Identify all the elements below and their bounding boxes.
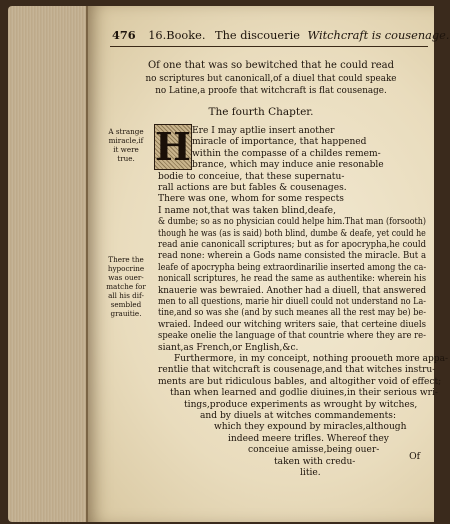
- initial-letter: H: [155, 124, 191, 169]
- text-line: litie.: [300, 468, 321, 478]
- marginal-note-line: true.: [117, 154, 135, 163]
- marginal-note-line: miracle,if: [108, 136, 144, 145]
- text-line: read none: wherein a Gods name consisted the miracle. But a: [158, 251, 427, 262]
- text-line: ments are but ridiculous bables, and altogither void of effect;: [158, 376, 442, 387]
- text-line: which they expound by miracles,although: [214, 422, 407, 433]
- text-line: I name not,that was taken blind,deafe,: [158, 205, 336, 216]
- chapter-heading: The fourth Chapter.: [208, 106, 314, 118]
- summary-line: no scriptures but canonicall,of a diuel that could speake: [145, 73, 397, 84]
- page-edges: [8, 6, 88, 522]
- text-line: Ere I may aptlie insert another: [192, 126, 335, 136]
- text-line: read anie canonicall scriptures; but as for apocrypha,he could: [158, 240, 427, 250]
- text-line: nonicall scriptures, he read the same as authentike: wherein his: [158, 274, 427, 285]
- running-header: [112, 28, 450, 42]
- text-line: There was one, whom for some respects: [158, 194, 344, 205]
- text-line: tings,produce experiments as wrought by witches,: [184, 399, 418, 410]
- text-line: though he was (as is said) both blind, dumbe & deafe, yet could he: [158, 228, 426, 239]
- text-line: knauerie was bewraied. Another had a diuell, that answered: [158, 285, 427, 296]
- book-page: [86, 6, 450, 522]
- marginal-note: [98, 255, 154, 318]
- header-rule: [110, 46, 428, 47]
- marginal-note-line: hypocrine: [107, 264, 145, 273]
- text-line: taken with credu-: [274, 456, 356, 467]
- marginal-note-line: it were: [113, 145, 139, 154]
- text-line: wraied. Indeed our witching writers saie, that certeine diuels: [158, 319, 426, 330]
- catchword: Of: [409, 451, 420, 462]
- marginal-note-line: grauitie.: [110, 309, 142, 318]
- marginal-note-line: matche for: [106, 282, 146, 291]
- summary-line: no Latine,a proofe that witchcraft is flat cousenage.: [155, 86, 387, 96]
- running-title-italic: Witchcraft is cousenage.: [307, 28, 450, 42]
- decorated-initial: [154, 124, 192, 170]
- text-line: leafe of apocrypha being extraordinarilie inserted among the ca-: [158, 262, 427, 273]
- marginal-note-line: sembled: [110, 300, 142, 309]
- marginal-note: [98, 127, 154, 163]
- text-line: indeed meere trifles. Whereof they: [228, 433, 389, 444]
- text-line: speake onelie the language of that countrie where they are re-: [158, 331, 427, 342]
- book-number: 16.Booke.: [148, 28, 206, 42]
- text-line: rentlie that witchcraft is cousenage,and that witches instru-: [158, 365, 436, 376]
- summary-line: Of one that was so bewitched that he could read: [147, 60, 395, 71]
- text-line: tine,and so was she (and by such meanes all the rest may be) be-: [158, 308, 426, 319]
- chapter-summary: [128, 60, 414, 98]
- text-line: brance, which may induce anie resonable: [192, 160, 384, 171]
- text-line: conceiue amisse,being ouer-: [248, 445, 380, 456]
- page-number: 476: [112, 28, 136, 42]
- text-line: within the compasse of a childes remem-: [192, 148, 381, 159]
- text-line: and by diuels at witches commandements:: [200, 411, 397, 421]
- marginal-note-line: There the: [108, 255, 144, 264]
- text-line: rall actions are but fables & cousenages.: [158, 183, 347, 193]
- text-line: siant,as French,or English,&c.: [158, 342, 299, 353]
- text-line: & dumbe; so as no physician could helpe him.That man (forsooth): [158, 217, 427, 228]
- text-line: Furthermore, in my conceipt, nothing prooueth more appa-: [174, 354, 449, 364]
- running-title: The discouerie: [215, 28, 300, 42]
- marginal-note-line: was ouer-: [108, 273, 144, 282]
- text-line: men to all questions, marie hir diuell could not understand no La-: [158, 297, 426, 307]
- marginal-note-line: A strange: [108, 127, 144, 136]
- text-line: bodie to conceiue, that these supernatu-: [158, 171, 345, 182]
- text-line: miracle of importance, that happened: [192, 137, 367, 148]
- text-line: than when learned and godlie diuines,in their serious wri-: [170, 388, 438, 399]
- marginal-note-line: all his dif-: [108, 291, 144, 300]
